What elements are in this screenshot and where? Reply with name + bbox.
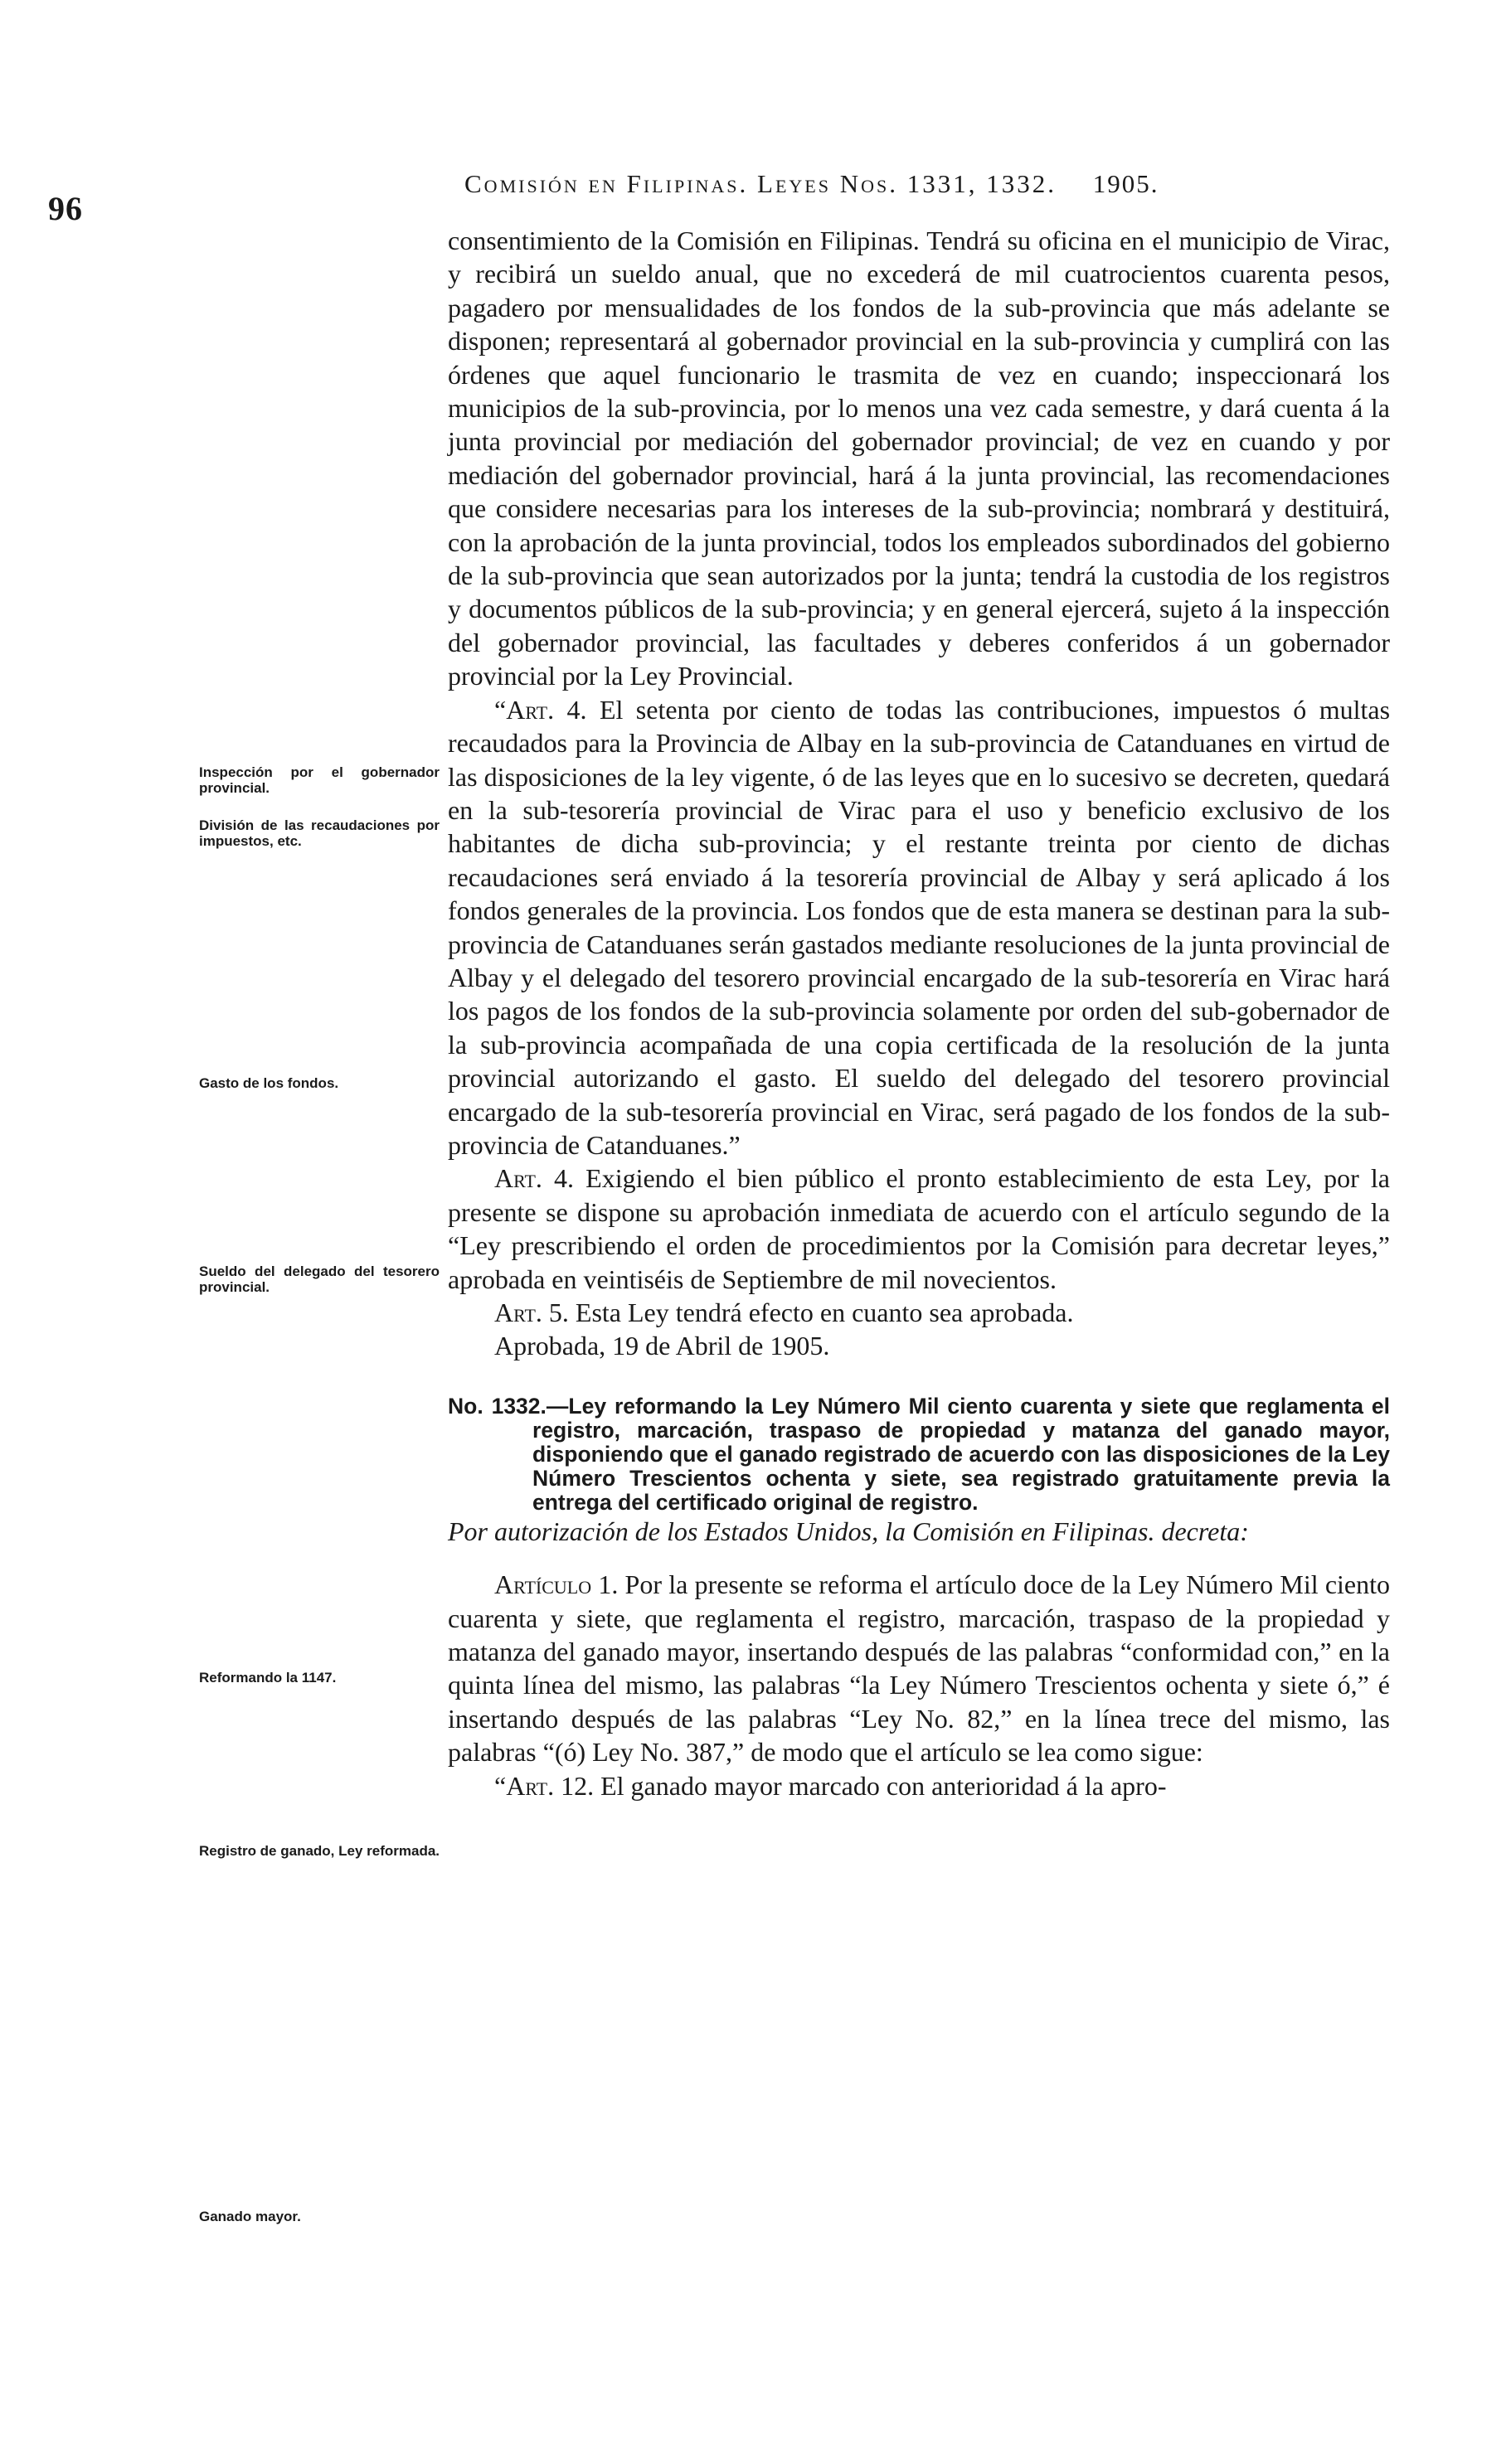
paragraph-subgovernor-duties: consentimiento de la Comisión en Filipinas. Tendrá su oficina en el municipio de Virac, y recibirá un sueldo anual, que no excederá de mil cuatrocientos cuarenta pesos, pagadero por mensualidades de los fondos de la sub-provincia que más adelante se disponen; representará al gobernador provincial en la sub-provincia y cumplirá con las órdenes que aquel funcionario le trasmita de vez en cuando; inspeccionará los municipios de la sub-provincia, por lo menos una vez cada semestre, y dará cuenta á la junta provincial por mediación del gobernador provincial; de vez en cuando y por mediación del gobernador provincial, hará á la junta provincial, las recomendaciones que considere necesarias para los intereses de la sub-provincia; nombrará y destituirá, con la aprobación de la junta provincial, todos los empleados subordinados del gobierno de la sub-provincia que sean autorizados por la junta; tendrá la custodia de los registros y documentos públicos de la sub-provincia; y en general ejercerá, sujeto á la inspección del gobernador provincial, las facultades y deberes conferidos á un gobernador provincial por la Ley Provincial.	[448, 226, 1390, 691]
margin-note-large-cattle: Ganado mayor.	[199, 2209, 301, 2224]
article-label: “Art.	[494, 1770, 555, 1801]
paragraph-article-4	[448, 1162, 1390, 1296]
paragraph-article-12-quoted	[448, 1769, 1390, 1802]
article-text: 12. El ganado mayor marcado con anterioridad á la apro-	[561, 1770, 1167, 1801]
approval-date: Aprobada, 19 de Abril de 1905.	[494, 1331, 830, 1361]
margin-note-expenditure: Gasto de los fondos.	[199, 1075, 339, 1091]
running-head-title: Comisión en Filipinas. Leyes Nos. 1331, 1332.	[464, 169, 1057, 198]
margin-note-division: División de las recaudaciones por impuestos, etc.	[199, 817, 440, 849]
margin-note-cattle-registry: Registro de ganado, Ley reformada.	[199, 1843, 440, 1859]
article-text: 5. Esta Ley tendrá efecto en cuanto sea aprobada.	[548, 1297, 1074, 1327]
main-text	[448, 224, 1390, 1802]
page-number: 96	[48, 190, 83, 227]
paragraph-article-5	[448, 1296, 1390, 1329]
article-label: Art.	[494, 1297, 542, 1327]
running-head	[464, 169, 1393, 199]
paragraph-article-1	[448, 1568, 1390, 1768]
article-text: 4. Exigiendo el bien público el pronto establecimiento de esta Ley, por la presente se dispone su aprobación inmediata de acuerdo con el artículo segundo de la “Ley prescribiendo el orden de procedimientos por la Comisión para decretar leyes,” aprobada en veintiséis de Septiembre de mil novecientos.	[448, 1163, 1391, 1294]
article-text: El setenta por ciento de todas las contribuciones, impuestos ó multas recaudados para la Provincia de Albay en la sub-provincia de Catanduanes en virtud de las disposiciones de la ley vigente, ó de las leyes que en lo sucesivo se decreten, quedará en la sub-tesorería provincial de Virac para el uso y beneficio exclusivo de los habitantes de dicha sub-provincia; y el restante treinta por ciento de dichas recaudaciones será enviado á la tesorería provincial de Albay y será aplicado á los fondos generales de la provincia. Los fondos que de esta manera se destinan para la sub-provincia de Catanduanes serán gastados mediante resoluciones de la junta provincial de Albay y el delegado del tesorero provincial encargado de la sub-tesorería en Virac hará los pagos de los fondos de la sub-provincia solamente por orden del sub-gobernador de la sub-provincia acompañada de una copia certificada de la resolución de la junta provincial autorizando el gasto. El sueldo del delegado del tesorero provincial encargado de la sub-tesorería provincial en Virac, será pagado de los fondos de la sub-provincia de Catanduanes.”	[448, 694, 1391, 1160]
law-1332-title: No. 1332.—Ley reformando la Ley Número Mil ciento cuarenta y siete que reglamenta el registro, marcación, traspaso de propiedad y matanza del ganado mayor, disponiendo que el ganado registrado de acuerdo con las disposiciones de la Ley Número Trescientos ochenta y siete, sea registrado gratuitamente previa la entrega del certificado original de registro.	[448, 1393, 1390, 1515]
margin-note-amending: Reformando la 1147.	[199, 1670, 337, 1686]
enacting-clause: Por autorización de los Estados Unidos, la Comisión en Filipinas. decreta:	[448, 1516, 1249, 1546]
margin-note-inspection: Inspección por el gobernador provincial.	[199, 764, 440, 796]
article-label: Artículo	[494, 1569, 592, 1600]
article-label: “Art.	[494, 694, 555, 725]
margin-note-salary: Sueldo del delegado del tesorero provincial.	[199, 1264, 440, 1295]
article-label: Art.	[494, 1163, 542, 1194]
running-head-year: 1905.	[1092, 169, 1159, 198]
article-text: 1. Por la presente se reforma el artículo doce de la Ley Número Mil ciento cuarenta y siete, que reglamenta el registro, marcación, traspaso de la propiedad y matanza del ganado mayor, insertando después de las palabras “conformidad con,” en la quinta línea del mismo, las palabras “la Ley Número Trescientos ochenta y siete ó,” é insertando después de las palabras “Ley No. 82,” en la línea trece del mismo, las palabras “(ó) Ley No. 387,” de modo que el artículo se lea como sigue:	[448, 1569, 1391, 1768]
paragraph-article-4-quoted	[448, 693, 1390, 1162]
article-number: 4.	[566, 694, 587, 725]
